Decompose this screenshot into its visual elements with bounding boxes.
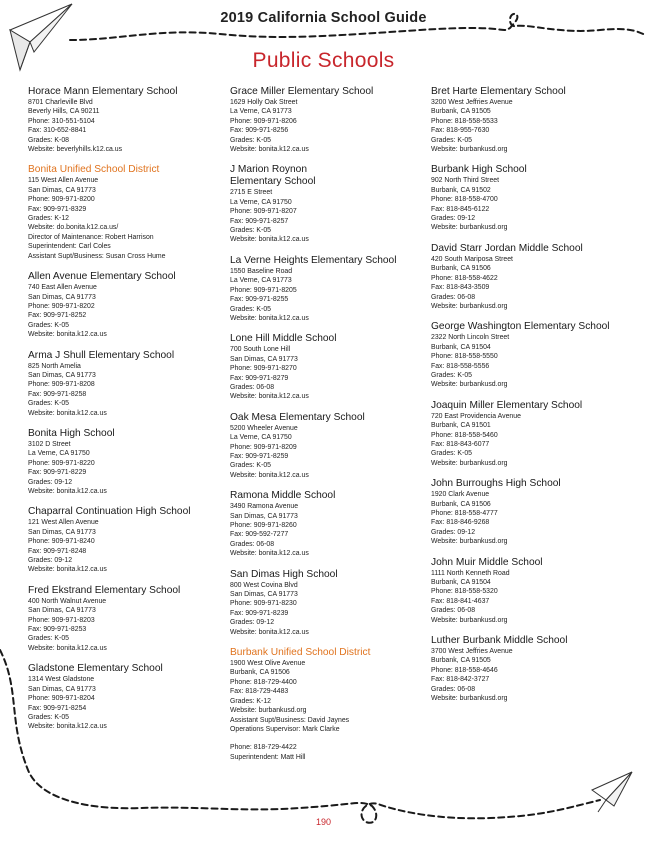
entry-detail-line: San Dimas, CA 91773	[28, 186, 96, 194]
school-name: David Starr Jordan Middle School	[431, 242, 583, 254]
school-name: John Muir Middle School	[431, 556, 543, 568]
entry-detail-line: Fax: 909-971-8329	[28, 205, 87, 213]
entry-detail-line: 1314 West Gladstone	[28, 676, 95, 684]
district-entry	[28, 164, 218, 261]
entry-detail-line: Website: burbankusd.org	[431, 459, 508, 467]
entry-detail-line: Grades: K-08	[28, 136, 69, 144]
school-entry	[28, 585, 218, 653]
entry-detail-line: Phone: 909-971-8220	[28, 459, 95, 467]
school-entry	[431, 478, 621, 546]
school-name: Oak Mesa Elementary School	[230, 411, 365, 423]
entry-detail-line: Fax: 818-729-4483	[230, 688, 289, 696]
entry-detail-line: Grades: K-05	[431, 450, 472, 458]
entry-detail-line: Grades: 06-08	[431, 685, 476, 693]
entry-detail-line: Phone: 909-971-8260	[230, 522, 297, 529]
entry-detail-line: Phone: 909-971-8200	[28, 196, 95, 204]
school-entry	[28, 428, 218, 496]
entry-detail-line: Superintendent: Matt Hill	[230, 753, 306, 761]
entry-detail-line: Fax: 909-971-8252	[28, 312, 87, 320]
school-name: Lone Hill Middle School	[230, 333, 337, 345]
entry-detail-line: Superintendent: Carl Coles	[28, 243, 111, 251]
entry-detail-line: Fax: 909-971-8259	[230, 452, 289, 460]
entry-detail-line: Website: burbankusd.org	[431, 146, 508, 154]
entry-detail-line: Phone: 909-971-8209	[230, 443, 297, 451]
entry-detail-line: Phone: 909-971-8204	[28, 695, 95, 703]
school-entry	[431, 243, 621, 311]
entry-detail-line: Grades: K-05	[230, 305, 271, 313]
entry-detail-line: Operations Supervisor: Mark Clarke	[230, 725, 340, 733]
section-title: Public Schools	[252, 49, 395, 72]
entry-detail-line	[230, 734, 420, 743]
paper-plane-icon	[592, 772, 632, 812]
entry-detail-line: Website: burbankusd.org	[431, 302, 508, 310]
entry-detail-line: 3102 D Street	[28, 440, 71, 448]
entry-detail-line: Website: bonita.k12.ca.us	[230, 628, 309, 636]
school-name: George Washington Elementary School	[431, 321, 610, 333]
entry-detail-line: Grades: 09-12	[431, 528, 476, 536]
school-entry	[431, 86, 621, 154]
entry-detail-line: Phone: 909-971-8270	[230, 365, 297, 373]
entry-detail-line: 3200 West Jeffries Avenue	[431, 99, 513, 106]
entry-detail-line: Fax: 818-843-6077	[431, 440, 490, 448]
school-entry	[431, 557, 621, 625]
entry-detail-line: Grades: 09-12	[230, 619, 275, 627]
entry-detail-line: San Dimas, CA 91773	[28, 293, 96, 301]
entry-detail-line: Fax: 909-971-8248	[28, 547, 87, 555]
entry-detail-line: 2715 E Street	[230, 189, 273, 197]
school-name: Allen Avenue Elementary School	[28, 271, 176, 283]
entry-detail-line: Phone: 818-558-5460	[431, 431, 498, 439]
entry-detail-line: Website: bonita.k12.ca.us	[230, 550, 309, 558]
entry-detail-line: 700 South Lone Hill	[230, 346, 291, 354]
entry-detail-line: Website: burbankusd.org	[431, 381, 508, 389]
entry-detail-line: Grades: K-05	[230, 462, 271, 470]
school-entry	[230, 333, 420, 401]
entry-detail-line: 902 North Third Street	[431, 177, 500, 185]
school-entry	[28, 506, 218, 574]
entry-detail-line: Fax: 310-652-8841	[28, 127, 87, 135]
entry-detail-line: Burbank, CA 91502	[431, 186, 491, 194]
entry-detail-line: Burbank, CA 91505	[431, 657, 491, 665]
entry-detail-line: Burbank, CA 91501	[431, 422, 491, 430]
school-entry	[431, 635, 621, 703]
entry-detail-line: 5200 Wheeler Avenue	[230, 424, 298, 432]
entry-detail-line: 1920 Clark Avenue	[431, 491, 490, 499]
school-name: Joaquin Miller Elementary School	[431, 399, 583, 411]
school-name: John Burroughs High School	[431, 478, 561, 490]
entry-detail-line: Website: burbankusd.org	[431, 224, 508, 232]
entry-detail-line: Grades: K-05	[431, 136, 472, 144]
school-name: Fred Ekstrand Elementary School	[28, 584, 181, 596]
school-entry	[431, 400, 621, 468]
entry-detail-line: Grades: 09-12	[28, 478, 73, 486]
entry-detail-line: Website: bonita.k12.ca.us	[230, 393, 309, 401]
entry-detail-line: Fax: 818-843-3509	[431, 284, 490, 292]
entry-detail-line: Burbank, CA 91506	[431, 265, 491, 273]
entry-detail-line: San Dimas, CA 91773	[28, 607, 96, 615]
entry-detail-line: 121 West Allen Avenue	[28, 519, 99, 527]
entry-detail-line: Website: bonita.k12.ca.us	[230, 314, 309, 322]
school-name: Luther Burbank Middle School	[431, 635, 568, 647]
entry-detail-line: La Verne, CA 91750	[230, 434, 292, 442]
entry-detail-line: Beverly Hills, CA 90211	[28, 108, 100, 116]
school-entry	[431, 164, 621, 232]
school-entry	[28, 271, 218, 339]
entry-detail-line: Grades: K-12	[28, 215, 69, 223]
entry-detail-line: Website: bonita.k12.ca.us	[230, 146, 309, 154]
district-entry	[230, 647, 420, 762]
entry-detail-line: Fax: 909-592-7277	[230, 531, 289, 539]
school-entry	[28, 350, 218, 418]
school-entry	[230, 86, 420, 154]
entry-detail-line: 420 South Mariposa Street	[431, 255, 513, 263]
entry-detail-line: Website: do.bonita.k12.ca.us/	[28, 224, 119, 232]
entry-detail-line: Website: bonita.k12.ca.us	[28, 488, 107, 495]
school-name: Chaparral Continuation High School	[28, 506, 191, 518]
entry-detail-line: 800 West Covina Blvd	[230, 581, 298, 589]
entry-detail-line: Grades: 09-12	[28, 557, 73, 565]
entry-detail-line: Phone: 818-729-4422	[230, 744, 297, 752]
entry-detail-line: Phone: 909-971-8230	[230, 600, 297, 608]
entry-detail-line: 825 North Amelia	[28, 362, 81, 370]
entry-detail-line: Assistant Supt/Business: David Jaynes	[230, 716, 350, 724]
entry-detail-line: Burbank, CA 91504	[431, 343, 491, 351]
school-entry	[230, 412, 420, 480]
school-name: Burbank High School	[431, 164, 527, 176]
entry-detail-line: Phone: 909-971-8206	[230, 117, 297, 125]
school-entry	[230, 490, 420, 558]
school-entry	[431, 321, 621, 389]
entry-detail-line: Director of Maintenance: Robert Harrison	[28, 233, 154, 241]
guide-title: 2019 California School Guide	[220, 10, 427, 26]
entry-detail-line: Grades: K-05	[28, 635, 69, 643]
entry-detail-line: Website: bonita.k12.ca.us	[230, 236, 309, 244]
entry-detail-line: San Dimas, CA 91773	[230, 591, 298, 599]
entry-detail-line: 3490 Ramona Avenue	[230, 503, 299, 511]
school-name: Gladstone Elementary School	[28, 663, 163, 675]
entry-detail-line: Fax: 909-971-8279	[230, 374, 289, 382]
entry-detail-line: Burbank, CA 91506	[230, 669, 290, 677]
entry-detail-line: Phone: 818-558-4777	[431, 510, 498, 517]
entry-detail-line: Grades: K-05	[28, 400, 69, 408]
school-entry	[230, 569, 420, 637]
column-3	[431, 86, 621, 714]
entry-detail-line: Grades: K-05	[28, 713, 69, 721]
entry-detail-line: Grades: K-05	[28, 321, 69, 329]
entry-detail-line: Website: bonita.k12.ca.us	[28, 409, 107, 417]
entry-detail-line: Assistant Supt/Business: Susan Cross Hume	[28, 252, 166, 260]
entry-detail-line: Grades: K-12	[230, 697, 271, 705]
entry-detail-line: Fax: 909-971-8255	[230, 296, 289, 304]
entry-detail-line: La Verne, CA 91773	[230, 108, 292, 116]
entry-detail-line: Grades: 06-08	[431, 607, 476, 615]
entry-detail-line: Phone: 818-558-5320	[431, 588, 498, 596]
school-name: Bonita High School	[28, 427, 115, 439]
entry-detail-line: 720 East Providencia Avenue	[431, 412, 521, 420]
school-name: Ramona Middle School	[230, 490, 336, 502]
entry-detail-line: Fax: 818-842-3727	[431, 676, 490, 684]
entry-detail-line: Phone: 909-971-8208	[28, 381, 95, 389]
entry-detail-line: Website: burbankusd.org	[431, 695, 508, 703]
entry-detail-line: La Verne, CA 91773	[230, 277, 292, 285]
entry-detail-line: Fax: 818-558-5556	[431, 362, 490, 370]
entry-detail-line: Fax: 818-841-4637	[431, 597, 490, 605]
entry-detail-line: Phone: 909-971-8203	[28, 616, 95, 624]
district-name: Burbank Unified School District	[230, 647, 371, 659]
entry-detail-line: Fax: 909-971-8256	[230, 127, 289, 135]
entry-detail-line: San Dimas, CA 91773	[28, 528, 96, 536]
entry-detail-line: San Dimas, CA 91773	[28, 685, 96, 693]
entry-detail-line: Fax: 818-846-9268	[431, 519, 490, 527]
entry-detail-line: Fax: 818-955-7630	[431, 127, 490, 135]
school-entry	[28, 663, 218, 731]
entry-detail-line: Phone: 818-558-4700	[431, 196, 498, 204]
school-name: Horace Mann Elementary School	[28, 86, 178, 97]
entry-detail-line: 740 East Allen Avenue	[28, 284, 97, 292]
entry-detail-line: Website: beverlyhills.k12.ca.us	[28, 146, 123, 154]
entry-detail-line: 400 North Walnut Avenue	[28, 597, 107, 605]
school-name: Arma J Shull Elementary School	[28, 349, 175, 361]
entry-detail-line: Phone: 909-971-8240	[28, 538, 95, 546]
entry-detail-line: Phone: 909-971-8202	[28, 302, 95, 310]
entry-detail-line: La Verne, CA 91750	[28, 450, 90, 458]
school-entry	[230, 255, 420, 323]
school-name: J Marion Roynon Elementary School	[230, 164, 316, 188]
entry-detail-line: Website: bonita.k12.ca.us	[28, 331, 107, 339]
entry-detail-line: 2322 North Lincoln Street	[431, 334, 510, 342]
school-entry	[28, 86, 218, 154]
entry-detail-line: Phone: 310-551-5104	[28, 117, 95, 125]
entry-detail-line: Burbank, CA 91506	[431, 500, 491, 508]
entry-detail-line: San Dimas, CA 91773	[28, 371, 96, 379]
entry-detail-line: Grades: K-05	[230, 136, 271, 144]
entry-detail-line: Grades: 06-08	[230, 383, 275, 391]
entry-detail-line: Fax: 909-971-8239	[230, 609, 289, 617]
entry-detail-line: Fax: 909-971-8254	[28, 704, 87, 712]
entry-detail-line: La Verne, CA 91750	[230, 198, 292, 206]
column-2	[230, 86, 420, 772]
entry-detail-line: Website: burbankusd.org	[431, 538, 508, 546]
entry-detail-line: Fax: 909-971-8229	[28, 469, 87, 477]
page-number: 190	[315, 817, 332, 827]
entry-detail-line: Grades: 06-08	[230, 540, 275, 548]
school-entry	[230, 164, 420, 244]
entry-detail-line: Phone: 818-558-4622	[431, 274, 498, 282]
entry-detail-line: 1900 West Olive Avenue	[230, 660, 306, 668]
school-name: San Dimas High School	[230, 568, 338, 580]
entry-detail-line: 1550 Baseline Road	[230, 267, 293, 275]
entry-detail-line: Grades: 06-08	[431, 293, 476, 301]
entry-detail-line: Phone: 818-558-4646	[431, 666, 498, 674]
entry-detail-line: Website: bonita.k12.ca.us	[28, 723, 107, 731]
entry-detail-line: Phone: 818-558-5533	[431, 117, 498, 125]
entry-detail-line: San Dimas, CA 91773	[230, 512, 298, 520]
entry-detail-line: San Dimas, CA 91773	[230, 355, 298, 363]
entry-detail-line: Website: burbankusd.org	[431, 616, 508, 624]
entry-detail-line: Website: bonita.k12.ca.us	[28, 644, 107, 652]
entry-detail-line: Website: bonita.k12.ca.us	[230, 471, 309, 479]
entry-detail-line: Grades: 09-12	[431, 215, 476, 223]
entry-detail-line: 1111 North Kenneth Road	[431, 569, 510, 577]
entry-detail-line: Phone: 818-729-4400	[230, 678, 297, 686]
school-name: Bret Harte Elementary School	[431, 86, 566, 97]
column-1	[28, 86, 218, 742]
entry-detail-line: Phone: 818-558-5550	[431, 353, 498, 361]
entry-detail-line: Fax: 909-971-8257	[230, 217, 289, 225]
entry-detail-line: Phone: 909-971-8207	[230, 208, 297, 216]
entry-detail-line: Fax: 818-845-6122	[431, 205, 490, 213]
entry-detail-line: Phone: 909-971-8205	[230, 286, 297, 294]
entry-detail-line: Fax: 909-971-8258	[28, 390, 87, 398]
entry-detail-line: Grades: K-05	[230, 227, 271, 235]
entry-detail-line: 3700 West Jeffries Avenue	[431, 648, 513, 656]
entry-detail-line: 1629 Holly Oak Street	[230, 99, 298, 106]
entry-detail-line: Burbank, CA 91504	[431, 579, 491, 587]
district-name: Bonita Unified School District	[28, 164, 160, 176]
school-name: Grace Miller Elementary School	[230, 86, 374, 97]
entry-detail-line: Burbank, CA 91505	[431, 108, 491, 116]
school-name: La Verne Heights Elementary School	[230, 254, 397, 266]
entry-detail-line: 8701 Charleville Blvd	[28, 99, 93, 106]
entry-detail-line: Website: burbankusd.org	[230, 707, 307, 715]
entry-detail-line: Fax: 909-971-8253	[28, 626, 87, 634]
entry-detail-line: 115 West Allen Avenue	[28, 177, 99, 185]
entry-detail-line: Grades: K-05	[431, 371, 472, 379]
entry-detail-line: Website: bonita.k12.ca.us	[28, 566, 107, 574]
